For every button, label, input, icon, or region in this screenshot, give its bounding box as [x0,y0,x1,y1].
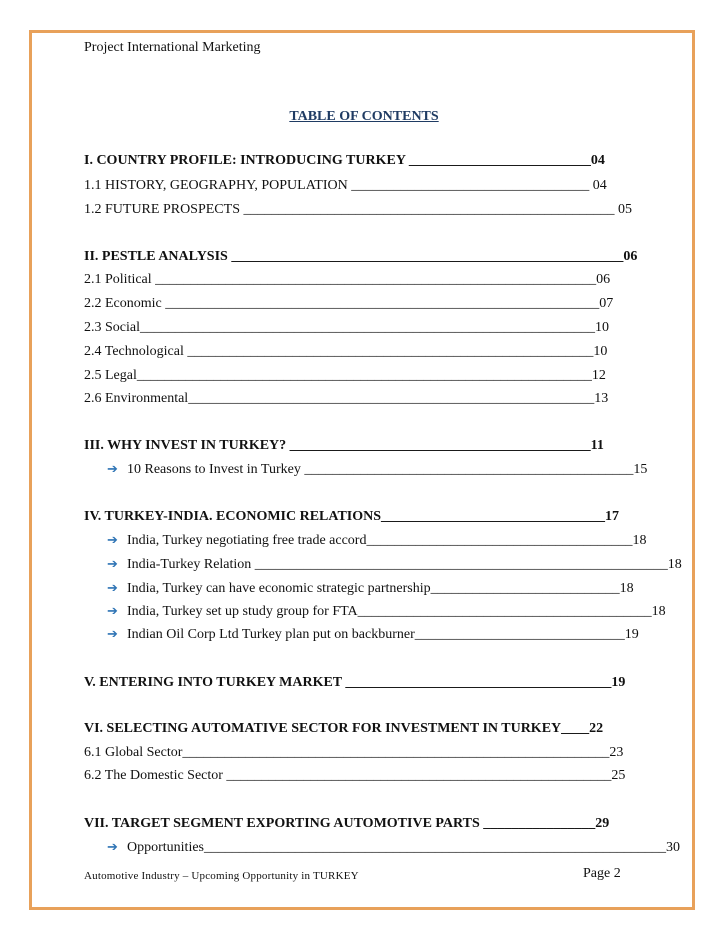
toc-entry-section-6[interactable]: VI. SELECTING AUTOMATIVE SECTOR FOR INVESTMENT IN TURKEY____22 [84,721,604,736]
toc-entry-1-1[interactable]: 1.1 HISTORY, GEOGRAPHY, POPULATION __________________________________ 04 [84,178,607,193]
arrow-right-icon: ➔ [107,626,118,641]
arrow-right-icon: ➔ [107,461,118,476]
toc-entry-2-5[interactable]: 2.5 Legal_________________________________________________________________12 [84,368,606,383]
toc-entry-4-bullet-4[interactable] [107,603,666,620]
toc-entry-text: Opportunities__________________________________________________________________30 [127,840,680,855]
toc-entry-4-bullet-3[interactable] [107,580,634,597]
toc-entry-4-bullet-2[interactable] [107,556,682,573]
toc-entry-section-5[interactable]: V. ENTERING INTO TURKEY MARKET ______________________________________19 [84,675,626,690]
toc-entry-6-2[interactable]: 6.2 The Domestic Sector _______________________________________________________25 [84,768,626,783]
toc-entry-2-6[interactable]: 2.6 Environmental__________________________________________________________13 [84,391,609,406]
toc-entry-3-bullet-1[interactable] [107,461,647,478]
toc-entry-text: India, Turkey set up study group for FTA__________________________________________18 [127,604,666,619]
page-number: Page 2 [583,866,621,881]
toc-entry-2-1[interactable]: 2.1 Political _______________________________________________________________06 [84,272,611,287]
toc-entry-section-3[interactable]: III. WHY INVEST IN TURKEY? ___________________________________________11 [84,438,604,453]
toc-title-text: TABLE OF CONTENTS [289,109,439,124]
arrow-right-icon: ➔ [107,839,118,854]
arrow-right-icon: ➔ [107,532,118,547]
toc-entry-2-3[interactable]: 2.3 Social_________________________________________________________________10 [84,320,609,335]
toc-entry-section-4[interactable]: IV. TURKEY-INDIA. ECONOMIC RELATIONS________________________________17 [84,509,620,524]
toc-entry-7-bullet-1[interactable] [107,839,680,856]
toc-entry-2-2[interactable]: 2.2 Economic ______________________________________________________________07 [84,296,614,311]
toc-entry-4-bullet-1[interactable] [107,532,646,549]
toc-entry-text: 10 Reasons to Invest in Turkey _______________________________________________15 [127,462,648,477]
arrow-right-icon: ➔ [107,556,118,571]
toc-entry-text: Indian Oil Corp Ltd Turkey plan put on backburner______________________________19 [127,627,639,642]
toc-entry-section-2[interactable]: II. PESTLE ANALYSIS ________________________________________________________06 [84,249,638,264]
toc-title [0,109,728,125]
toc-entry-section-1[interactable]: I. COUNTRY PROFILE: INTRODUCING TURKEY __________________________04 [84,153,605,168]
footer-title: Automotive Industry – Upcoming Opportunity in TURKEY [84,870,359,882]
toc-entry-section-7[interactable]: VII. TARGET SEGMENT EXPORTING AUTOMOTIVE PARTS ________________29 [84,816,610,831]
toc-entry-text: India, Turkey can have economic strategic partnership___________________________18 [127,581,634,596]
arrow-right-icon: ➔ [107,580,118,595]
toc-entry-1-2[interactable]: 1.2 FUTURE PROSPECTS _____________________________________________________ 05 [84,202,632,217]
toc-entry-text: India-Turkey Relation ___________________________________________________________18 [127,557,682,572]
arrow-right-icon: ➔ [107,603,118,618]
toc-entry-2-4[interactable]: 2.4 Technological __________________________________________________________10 [84,344,608,359]
toc-entry-6-1[interactable]: 6.1 Global Sector_____________________________________________________________23 [84,745,624,760]
page-header: Project International Marketing [84,40,261,55]
toc-entry-4-bullet-5[interactable] [107,626,639,643]
toc-entry-text: India, Turkey negotiating free trade accord______________________________________18 [127,533,647,548]
